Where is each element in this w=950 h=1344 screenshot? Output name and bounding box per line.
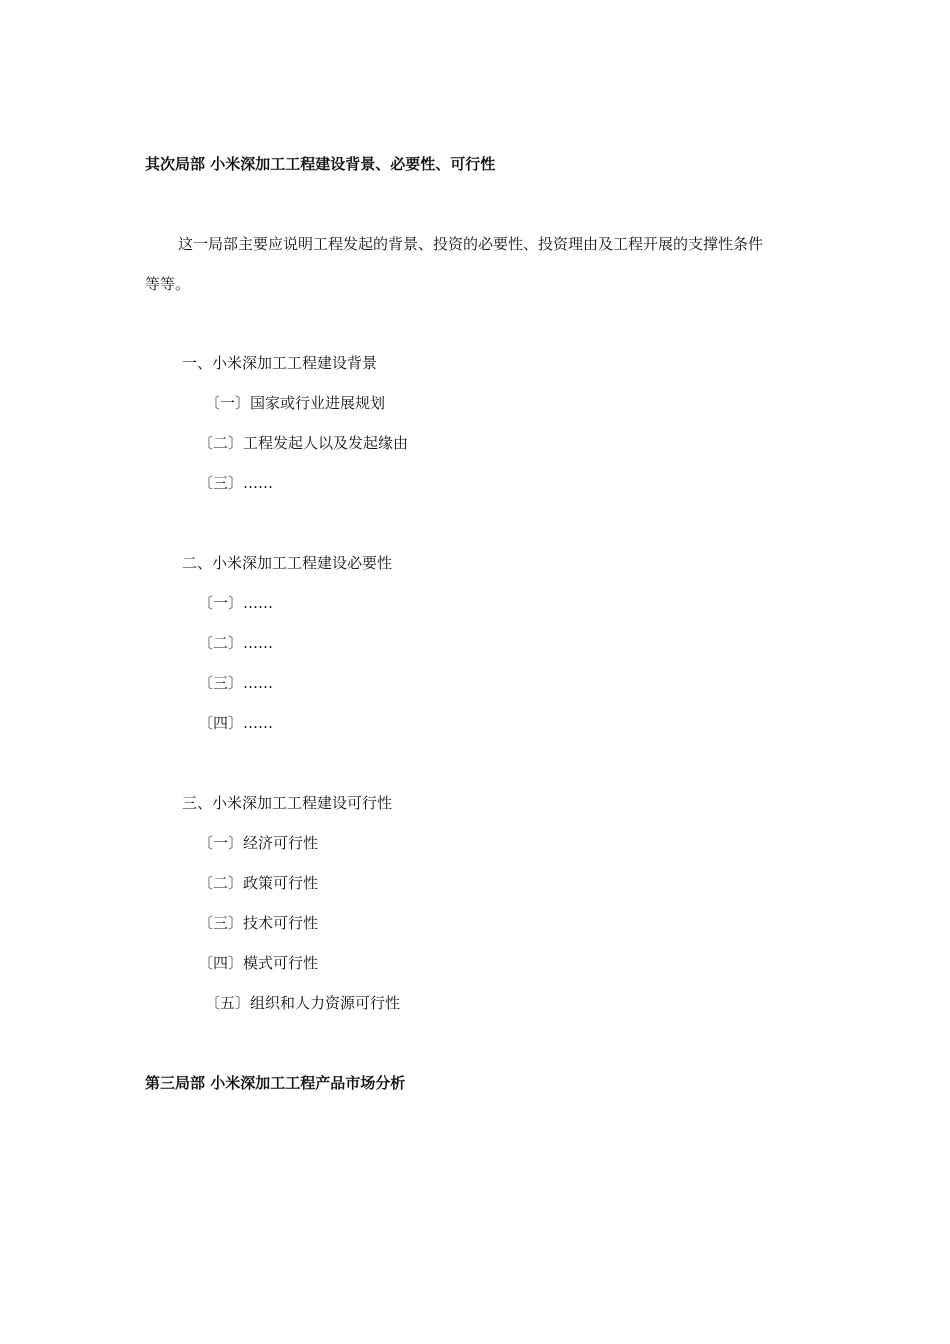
necessity-item-2: 〔二〕……: [198, 634, 274, 652]
background-item-3: 〔三〕……: [198, 474, 274, 492]
feasibility-title: 三、小米深加工工程建设可行性: [182, 794, 393, 812]
necessity-item-4: 〔四〕……: [198, 714, 274, 732]
feasibility-item-5: 〔五〕组织和人力资源可行性: [205, 994, 401, 1012]
necessity-item-3: 〔三〕……: [198, 674, 274, 692]
feasibility-item-3: 〔三〕技术可行性: [198, 914, 319, 932]
background-item-2: 〔二〕工程发起人以及发起缘由: [198, 434, 409, 452]
intro-paragraph-line1: 这一局部主要应说明工程发起的背景、投资的必要性、投资理由及工程开展的支撑性条件: [178, 235, 764, 253]
intro-paragraph-line2: 等等。: [145, 275, 191, 293]
necessity-title: 二、小米深加工工程建设必要性: [182, 554, 393, 572]
necessity-item-1: 〔一〕……: [198, 594, 274, 612]
background-title: 一、小米深加工工程建设背景: [182, 354, 378, 372]
background-item-1: 〔一〕国家或行业进展规划: [205, 394, 386, 412]
feasibility-item-4: 〔四〕模式可行性: [198, 954, 319, 972]
section3-heading: 第三局部 小米深加工工程产品市场分析: [145, 1074, 406, 1092]
feasibility-item-2: 〔二〕政策可行性: [198, 874, 319, 892]
feasibility-item-1: 〔一〕经济可行性: [198, 834, 319, 852]
section2-heading: 其次局部 小米深加工工程建设背景、必要性、可行性: [145, 155, 496, 173]
